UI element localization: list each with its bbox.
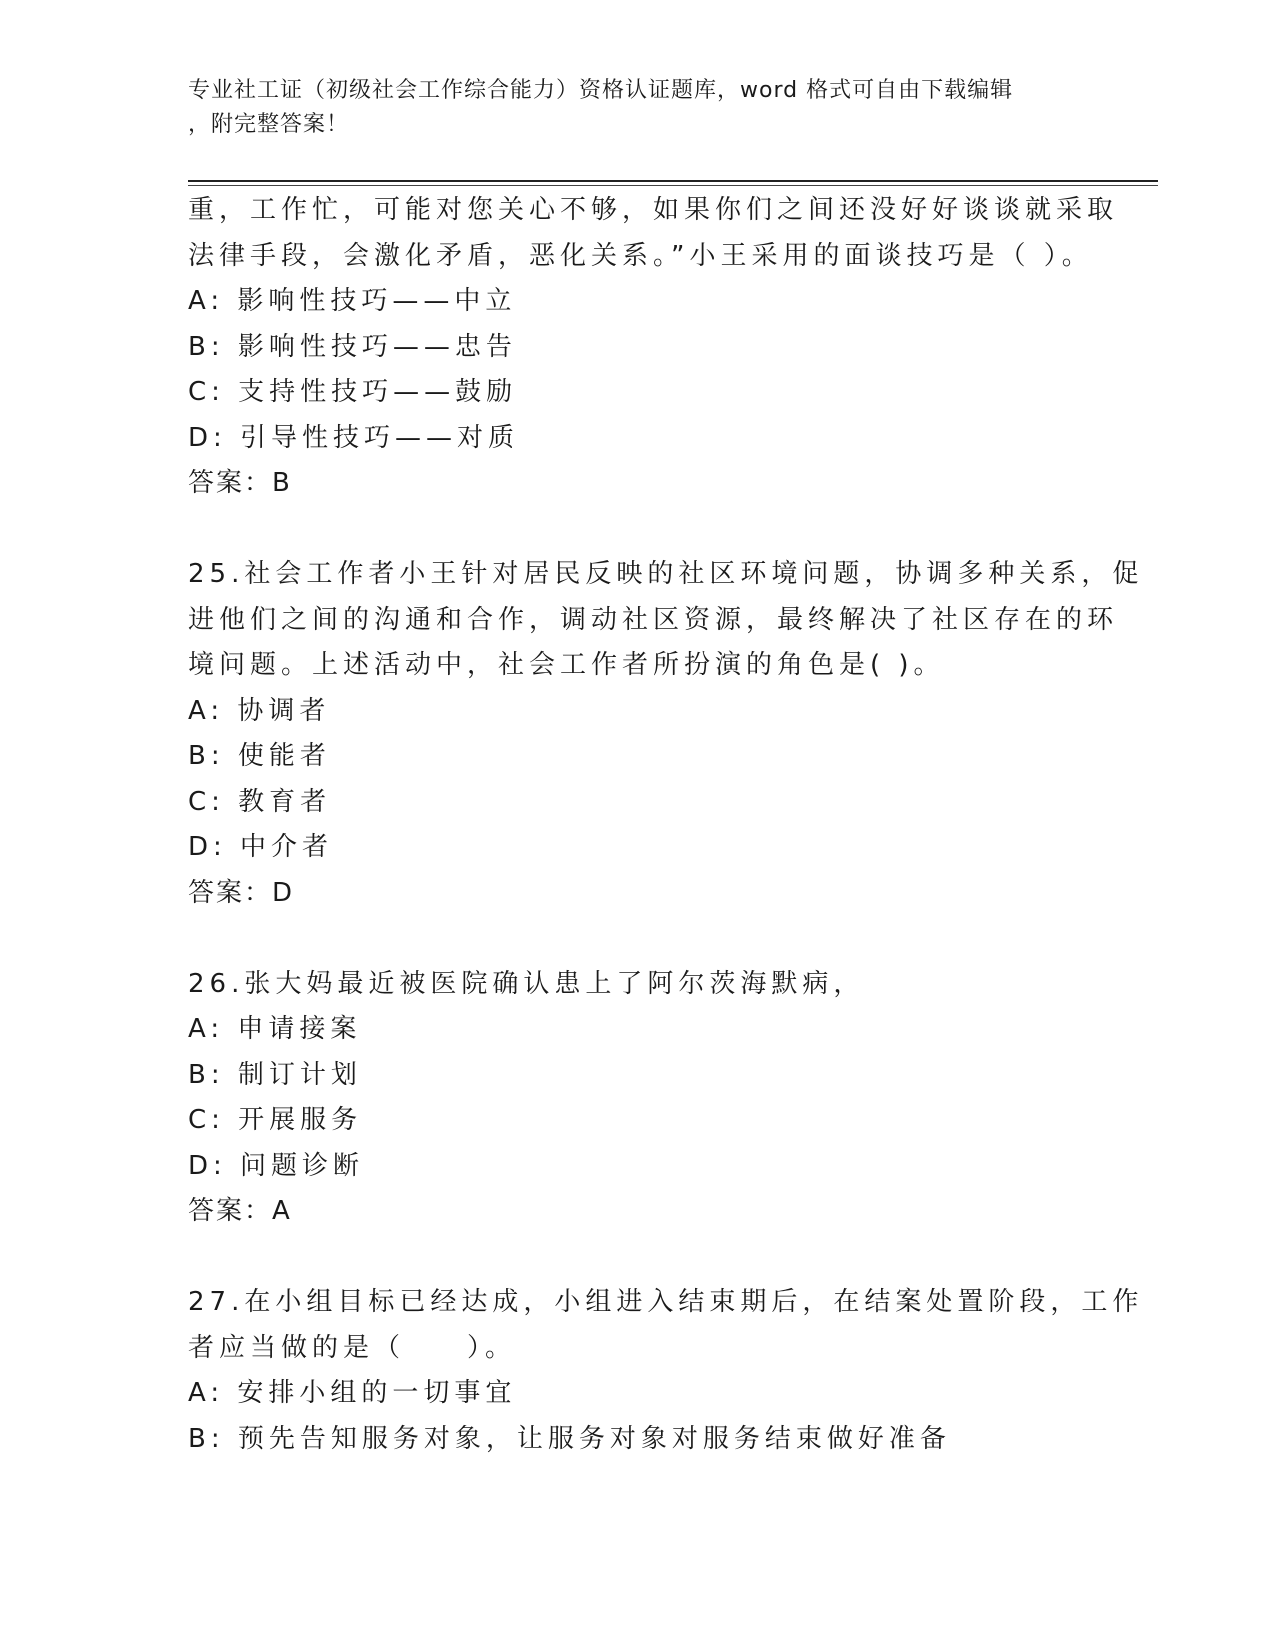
header-rule-thin bbox=[188, 185, 1158, 186]
question-24 bbox=[188, 188, 1119, 507]
answer-label: 答案：B bbox=[188, 468, 292, 498]
header-title-line-2: ，附完整答案！ bbox=[188, 112, 350, 137]
option-c: C: 教育者 bbox=[188, 786, 332, 817]
option-b: B: 使能者 bbox=[188, 741, 331, 771]
question-stem-line: 进他们之间的沟通和合作，调动社区资源，最终解决了社区存在的环 bbox=[188, 604, 1119, 635]
question-stem-line: 26.张大妈最近被医院确认患上了阿尔茨海默病， bbox=[188, 968, 865, 999]
question-stem-line: 25.社会工作者小王针对居民反映的社区环境问题，协调多种关系，促 bbox=[188, 559, 1144, 589]
spacer bbox=[188, 1235, 1088, 1281]
option-d: D: 中介者 bbox=[188, 832, 334, 862]
option-a: A: 影响性技巧——中立 bbox=[188, 286, 517, 316]
spacer bbox=[188, 916, 1088, 962]
question-list bbox=[188, 188, 1144, 1462]
answer-label: 答案：D bbox=[188, 877, 295, 908]
question-stem-line: 者应当做的是（ ）。 bbox=[188, 1332, 517, 1363]
option-c: C: 支持性技巧——鼓励 bbox=[188, 377, 518, 407]
header-title-line-1: 专业社工证（初级社会工作综合能力）资格认证题库，word 格式可自由下载编辑 bbox=[188, 78, 1014, 103]
question-stem-line: 重，工作忙，可能对您关心不够，如果你们之间还没好好谈谈就采取 bbox=[188, 195, 1119, 225]
option-a: A: 申请接案 bbox=[188, 1014, 362, 1044]
question-stem-line: 境问题。上述活动中，社会工作者所扮演的角色是( )。 bbox=[188, 650, 945, 680]
option-d: D: 引导性技巧——对质 bbox=[188, 422, 520, 453]
document-header bbox=[188, 74, 1068, 142]
question-26 bbox=[188, 962, 1088, 1235]
option-b: B: 制订计划 bbox=[188, 1059, 362, 1090]
question-stem-line: 27.在小组目标已经达成，小组进入结束期后，在结案处置阶段，工作 bbox=[188, 1287, 1144, 1317]
option-a: A: 安排小组的一切事宜 bbox=[188, 1378, 517, 1408]
option-b: B: 影响性技巧——忠告 bbox=[188, 331, 517, 362]
option-c: C: 开展服务 bbox=[188, 1105, 363, 1135]
answer-label: 答案：A bbox=[188, 1196, 292, 1226]
option-b: B: 预先告知服务对象，让服务对象对服务结束做好准备 bbox=[188, 1423, 951, 1454]
option-d: D: 问题诊断 bbox=[188, 1150, 365, 1181]
question-stem-line: 法律手段，会激化矛盾，恶化关系。”小王采用的面谈技巧是（ ）。 bbox=[188, 240, 1093, 271]
question-27 bbox=[188, 1280, 1144, 1462]
question-25 bbox=[188, 552, 1144, 916]
header-rule-thick bbox=[188, 180, 1158, 182]
option-a: A: 协调者 bbox=[188, 695, 331, 726]
spacer bbox=[188, 507, 1088, 553]
